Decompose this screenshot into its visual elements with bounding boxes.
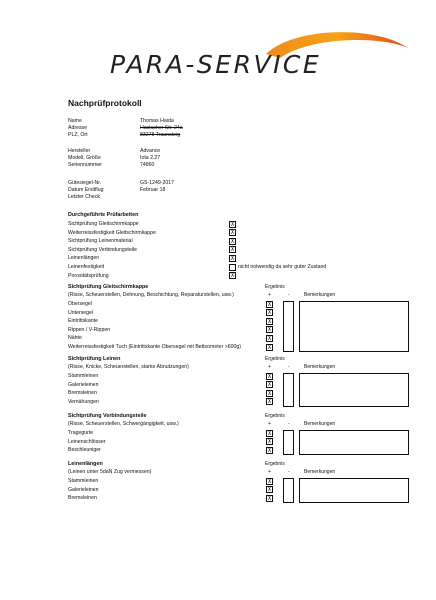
info-value: 83278 Traunsteig (140, 132, 181, 138)
remarks-box[interactable] (299, 478, 409, 504)
section-item: Weiterreissfestigkeit Tuch (Eintrittskante Obersegel mit Bettsometer >600g) (68, 344, 242, 350)
section-item: Nähte (68, 335, 82, 342)
result-plus-box[interactable]: X (267, 398, 272, 406)
section-title: Leinenlängen (68, 461, 103, 467)
info-label: Letzter Check (68, 194, 101, 200)
info-label: Modell, Größe (68, 155, 101, 161)
result-plus-box[interactable]: X (267, 381, 272, 389)
ergebnis-header: Ergebnis (265, 284, 285, 290)
minus-header: - (288, 421, 290, 427)
section-item: Rippen / V-Rippen (68, 326, 111, 333)
info-label: Hersteller (68, 148, 91, 154)
info-value: Iota 2.27 (140, 155, 161, 161)
pruef-item: Weiterreissfestigkeit Gleitschirmkappe (68, 229, 156, 236)
result-minus-column[interactable] (283, 301, 294, 353)
section-title: Sichtprüfung Leinen (68, 356, 121, 362)
bemerkungen-header: Bemerkungen (304, 364, 336, 370)
pruef-checkbox[interactable]: X (230, 237, 235, 245)
pruef-checkbox[interactable]: X (230, 254, 235, 262)
section-item: Bremsleinen (68, 390, 97, 397)
plus-header: + (268, 364, 271, 370)
result-plus-box[interactable]: X (267, 317, 272, 325)
pruef-checkbox[interactable]: X (230, 220, 235, 228)
info-label: Seriennummer (68, 162, 103, 168)
info-label: PLZ, Ort (68, 132, 88, 138)
pruef-item: Sichtprüfung Gleitschirmkappe (68, 221, 139, 227)
section-title: Sichtprüfung Verbindungsteile (68, 413, 147, 419)
bemerkungen-header: Bemerkungen (304, 292, 336, 298)
section-item: Galerieleinen (68, 381, 99, 388)
info-value: Haslacher Str. 24a (140, 125, 183, 131)
result-plus-box[interactable]: X (267, 429, 272, 437)
info-label: Gütesiegel-Nr. (68, 180, 102, 186)
result-plus-box[interactable]: X (267, 446, 272, 454)
result-minus-column[interactable] (283, 430, 294, 456)
ergebnis-header: Ergebnis (265, 461, 285, 467)
section-item: Obersegel (68, 301, 92, 307)
section-desc: (Risse, Knicke, Scheuerstellen, starke Abnutzungen) (68, 364, 189, 370)
ergebnis-header: Ergebnis (265, 356, 285, 362)
pruef-item: Leinenfestigkeit (68, 264, 105, 270)
result-plus-box[interactable]: X (267, 334, 272, 342)
result-plus-box[interactable]: X (267, 300, 272, 308)
section-item: Stammleinen (68, 478, 99, 484)
section-item: Tragegurte (68, 430, 94, 436)
section-item: Vernähungen (68, 398, 99, 405)
info-value: Februar 18 (140, 187, 166, 193)
pruef-checkbox[interactable]: X (230, 246, 235, 254)
result-plus-box[interactable]: X (267, 343, 272, 351)
minus-header: - (288, 292, 290, 298)
section-item: Untersegel (68, 309, 94, 316)
result-plus-box[interactable]: X (267, 494, 272, 502)
plus-header: + (268, 469, 271, 475)
section-item: Galerieleinen (68, 486, 99, 493)
info-label: Datum Ersitflug (68, 187, 104, 193)
pruef-checkbox[interactable] (229, 264, 236, 271)
pruef-item: Porositätsprüfung (68, 272, 109, 279)
result-plus-box[interactable]: X (267, 309, 272, 317)
minus-header: - (288, 364, 290, 370)
section-item: Eintrittskante (68, 318, 98, 325)
info-value: Advance (140, 148, 161, 154)
pruef-note: nicht notwendig da sehr guter Zustand (238, 264, 327, 270)
result-plus-box[interactable]: X (267, 486, 272, 494)
minus-header: - (288, 469, 290, 475)
result-plus-box[interactable]: X (267, 389, 272, 397)
result-plus-box[interactable]: X (267, 372, 272, 380)
section-item: Bremsleinen (68, 495, 97, 502)
remarks-box[interactable] (299, 301, 409, 353)
logo-text: PARA-SERVICE (110, 50, 322, 79)
page-title: Nachprüfprotokoll (68, 98, 142, 108)
pruef-item: Sichtprüfung Leinenmaterial (68, 238, 133, 245)
section-desc: (Leinen unter 5daN Zug vermessen) (68, 469, 152, 475)
section-title: Sichtprüfung Gleitschirmkappe (68, 284, 149, 290)
info-value: Thomas Haida (140, 118, 174, 124)
result-plus-box[interactable]: X (267, 326, 272, 334)
pruef-item: Sichtprüfung Verbindungsteile (68, 246, 137, 253)
section-item: Beschleuniger (68, 447, 101, 454)
info-value: GS-1249-2017 (140, 180, 175, 186)
result-minus-column[interactable] (283, 478, 294, 504)
info-value: 74860 (140, 162, 155, 168)
pruef-item: Leinenlängen (68, 255, 100, 262)
plus-header: + (268, 292, 271, 298)
result-minus-column[interactable] (283, 373, 294, 407)
section-item: Stammleinen (68, 373, 99, 379)
ergebnis-header: Ergebnis (265, 413, 285, 419)
remarks-box[interactable] (299, 430, 409, 456)
section-desc: (Risse, Scheuerstellen, Schwergängigkeit, usw.) (68, 421, 179, 427)
bemerkungen-header: Bemerkungen (304, 421, 336, 427)
plus-header: + (268, 421, 271, 427)
pruef-checkbox[interactable]: X (230, 272, 235, 280)
section-desc: (Risse, Scheuerstellen, Dehnung, Beschichtung, Reparaturstellen, usw.) (68, 292, 234, 298)
info-label: Name (68, 118, 82, 124)
bemerkungen-header: Bemerkungen (304, 469, 336, 475)
result-plus-box[interactable]: X (267, 477, 272, 485)
section-item: Leinenschlösser (68, 438, 106, 445)
remarks-box[interactable] (299, 373, 409, 407)
pruef-title: Durchgeführte Prüfarbeiten (68, 212, 139, 218)
result-plus-box[interactable]: X (267, 438, 272, 446)
pruef-checkbox[interactable]: X (230, 229, 235, 237)
info-label: Adresse (68, 125, 88, 131)
